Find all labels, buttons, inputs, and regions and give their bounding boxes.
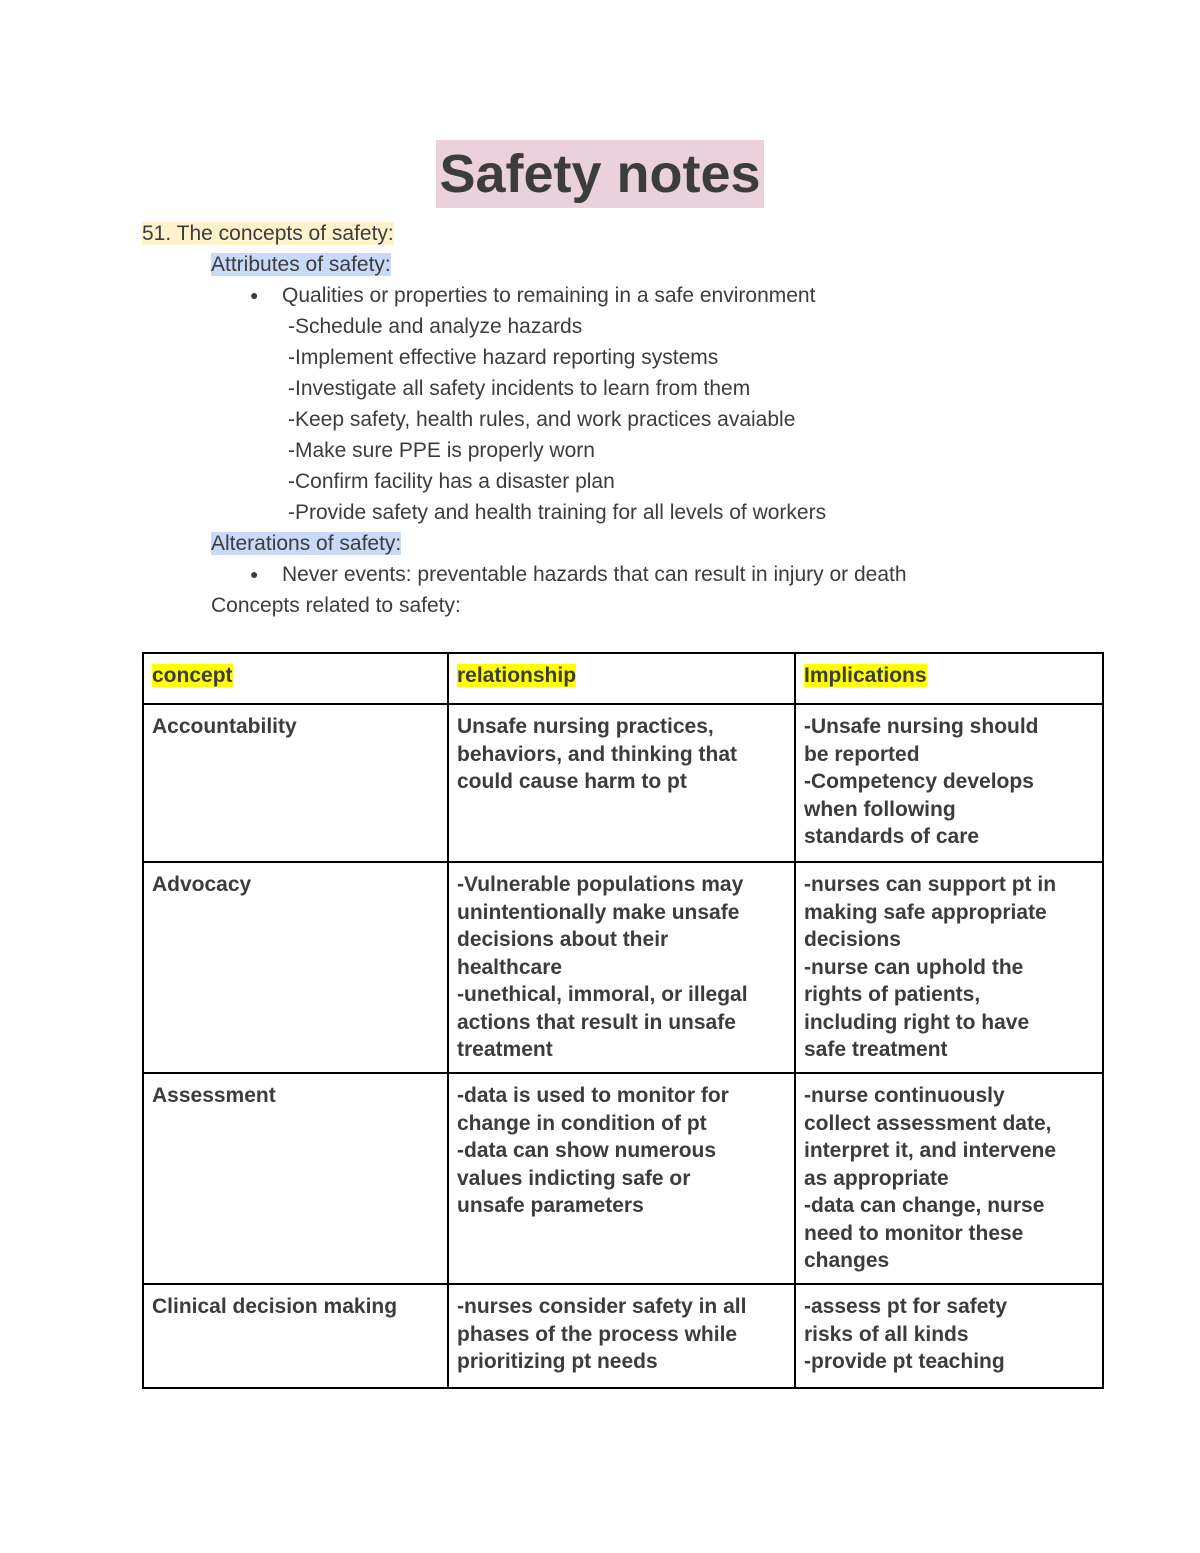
- alterations-label-line: [211, 528, 401, 559]
- table-header-cell: [143, 653, 448, 704]
- section-heading-line: [142, 218, 394, 249]
- header-concept: concept: [152, 664, 233, 687]
- implications-cell: -assess pt for safety risks of all kinds -provide pt teaching: [795, 1284, 1103, 1388]
- header-relationship: relationship: [457, 664, 577, 687]
- alterations-label: Alterations of safety:: [211, 532, 402, 555]
- table-header-cell: [795, 653, 1103, 704]
- implications-cell: -nurse continuously collect assessment date, interpret it, and intervene as appropriate -data can change, nurse need to monitor these changes: [795, 1073, 1103, 1284]
- attributes-item: -Confirm facility has a disaster plan: [288, 470, 615, 493]
- attributes-item: -Keep safety, health rules, and work practices avaiable: [288, 408, 796, 431]
- attributes-label: Attributes of safety:: [211, 253, 391, 276]
- relationship-cell: -data is used to monitor for change in condition of pt -data can show numerous values indicting safe or unsafe parameters: [448, 1073, 795, 1284]
- concepts-table: [142, 652, 1104, 1389]
- section-heading: 51. The concepts of safety:: [142, 222, 394, 245]
- table-row: [143, 1284, 1103, 1388]
- bullet-icon: ●: [250, 566, 259, 582]
- concept-cell: Assessment: [143, 1073, 448, 1284]
- title-container: [0, 140, 1200, 208]
- concept-cell: Clinical decision making: [143, 1284, 448, 1388]
- table-header-row: [143, 653, 1103, 704]
- attributes-item: -Make sure PPE is properly worn: [288, 439, 595, 462]
- header-implications: Implications: [804, 664, 927, 687]
- relationship-cell: -nurses consider safety in all phases of the process while prioritizing pt needs: [448, 1284, 795, 1388]
- attributes-label-line: [211, 249, 391, 280]
- table-row: [143, 862, 1103, 1073]
- implications-cell: -nurses can support pt in making safe appropriate decisions -nurse can uphold the rights of patients, including right to have safe treatment: [795, 862, 1103, 1073]
- attributes-item: -Investigate all safety incidents to learn from them: [288, 377, 751, 400]
- concept-cell: Accountability: [143, 704, 448, 862]
- table-header-cell: [448, 653, 795, 704]
- attributes-item: -Schedule and analyze hazards: [288, 315, 583, 338]
- concept-cell: Advocacy: [143, 862, 448, 1073]
- relationship-cell: Unsafe nursing practices, behaviors, and thinking that could cause harm to pt: [448, 704, 795, 862]
- table-row: [143, 1073, 1103, 1284]
- page-title: Safety notes: [436, 140, 763, 208]
- alterations-bullet: Never events: preventable hazards that can result in injury or death: [282, 563, 907, 586]
- attributes-bullet: Qualities or properties to remaining in a safe environment: [282, 284, 816, 307]
- bullet-icon: ●: [250, 287, 259, 303]
- related-concepts-label: Concepts related to safety:: [211, 594, 461, 617]
- attributes-item: -Provide safety and health training for all levels of workers: [288, 501, 827, 524]
- table-row: [143, 704, 1103, 862]
- implications-cell: -Unsafe nursing should be reported -Competency develops when following standards of care: [795, 704, 1103, 862]
- attributes-item: -Implement effective hazard reporting systems: [288, 346, 719, 369]
- relationship-cell: -Vulnerable populations may unintentionally make unsafe decisions about their healthcare -unethical, immoral, or illegal actions that result in unsafe treatment: [448, 862, 795, 1073]
